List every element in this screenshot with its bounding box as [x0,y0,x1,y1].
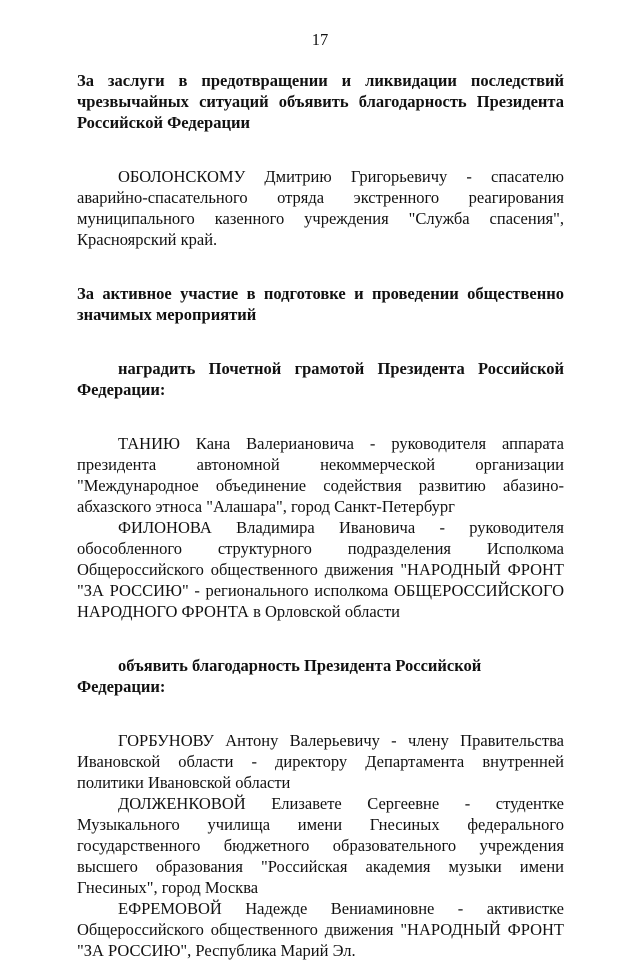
entry-gorbunov: ГОРБУНОВУ Антону Валерьевичу - члену Правительства Ивановской области - директору Департамента внутренней политики Ивановской области [77,731,564,792]
document-body [77,70,564,961]
section-heading-emergency: За заслуги в предотвращении и ликвидации последствий чрезвычайных ситуаций объявить благодарность Президента Российской Федерации [77,71,564,132]
entry-taniy: ТАНИЮ Кана Валериановича - руководителя аппарата президента автономной некоммерческой организации "Международное объединение содействия развитию абазино-абхазского этноса "Алашара", город Санкт-Петербург [77,434,564,516]
subheading-award-certificate: наградить Почетной грамотой Президента Российской Федерации: [77,359,564,399]
subheading-gratitude: объявить благодарность Президента Российской Федерации: [77,656,482,696]
entry-efremova: ЕФРЕМОВОЙ Надежде Вениаминовне - активистке Общероссийского общественного движения "НАРОДНЫЙ ФРОНТ "ЗА РОССИЮ", Республика Марий Эл. [77,899,564,960]
entry-dolzhenkova: ДОЛЖЕНКОВОЙ Елизавете Сергеевне - студентке Музыкального училища имени Гнесиных федерального государственного бюджетного образовательного учреждения высшего образования "Российская академия музыки имени Гнесиных", город Москва [77,794,564,897]
entry-obolonsky: ОБОЛОНСКОМУ Дмитрию Григорьевичу - спасателю аварийно-спасательного отряда экстренного реагирования муниципального казенного учреждения "Служба спасения", Красноярский край. [77,167,564,249]
page-number: 17 [311,30,329,49]
entry-filonov: ФИЛОНОВА Владимира Ивановича - руководителя обособленного структурного подразделения Исполкома Общероссийского общественного движения "НАРОДНЫЙ ФРОНТ "ЗА РОССИЮ" - регионального исполкома ОБЩЕРОССИЙСКОГО НАРОДНОГО ФРОНТА в Орловской области [77,518,564,621]
section-heading-public-events: За активное участие в подготовке и проведении общественно значимых мероприятий [77,284,564,324]
